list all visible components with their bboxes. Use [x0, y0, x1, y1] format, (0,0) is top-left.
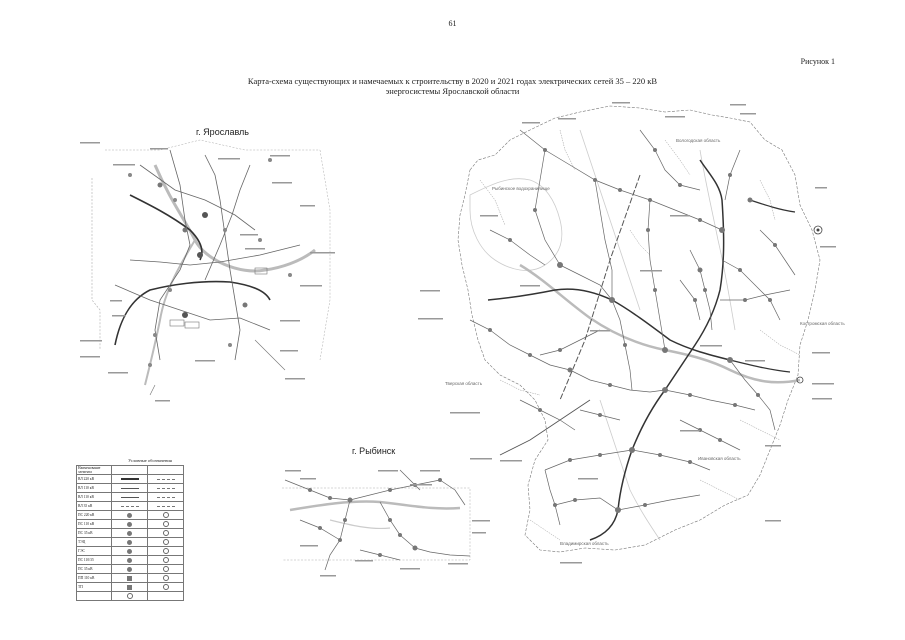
legend-row — [77, 565, 184, 574]
legend-row — [77, 556, 184, 565]
label-tver: Тверская область — [445, 381, 483, 386]
label-ivanovo: Ивановская область — [698, 456, 741, 461]
figure-label: Рисунок 1 — [800, 57, 835, 66]
legend-row — [77, 466, 184, 475]
inset-title-rybinsk: г. Рыбинск — [352, 446, 396, 456]
legend-label: ПС 35 кВ — [77, 529, 112, 538]
page-number: 61 — [448, 19, 457, 28]
legend-label: ПС 110 кВ — [77, 520, 112, 529]
rybinsk-inset — [282, 470, 490, 577]
legend — [76, 458, 184, 601]
label-kostroma: Костромская область — [800, 321, 845, 326]
legend-table — [76, 465, 184, 601]
label-rybinskoe: Рыбинское водохранилище — [492, 186, 550, 191]
legend-row — [77, 502, 184, 511]
yaroslavl-inset — [80, 140, 335, 402]
map-title-line-1: Карта-схема существующих и намечаемых к строительству в 2020 и 2021 годах электрических сетей 35 – 220 кВ — [247, 76, 658, 86]
inset-title-yaroslavl: г. Ярославль — [196, 127, 249, 137]
legend-title: Условные обозначения — [128, 458, 172, 463]
legend-row — [77, 529, 184, 538]
legend-label: ВЛ 220 кВ — [77, 475, 112, 484]
legend-row — [77, 493, 184, 502]
legend-row — [77, 583, 184, 592]
label-vologda: Вологодская область — [676, 138, 721, 143]
legend-label: ВЛ 110 кВ — [77, 484, 112, 493]
legend-label: ПС 220 кВ — [77, 511, 112, 520]
legend-row — [77, 511, 184, 520]
legend-row — [77, 484, 184, 493]
legend-row — [77, 547, 184, 556]
legend-label: ТП — [77, 583, 112, 592]
legend-row — [77, 520, 184, 529]
legend-label — [77, 592, 112, 601]
legend-label: ВЛ 110 кВ — [77, 493, 112, 502]
legend-label: ПС 35 кВ — [77, 565, 112, 574]
legend-label: ПП 110 кВ — [77, 574, 112, 583]
legend-row — [77, 574, 184, 583]
legend-row — [77, 538, 184, 547]
legend-label: Наименование элемента — [77, 466, 112, 475]
legend-label: ГЭС — [77, 547, 112, 556]
label-vladimir: Владимирская область — [560, 541, 609, 546]
legend-label: ПС 110/35 — [77, 556, 112, 565]
legend-row — [77, 592, 184, 601]
legend-label: ТЭЦ — [77, 538, 112, 547]
map-title-line-2: энергосистемы Ярославской области — [385, 86, 520, 96]
legend-row — [77, 475, 184, 484]
region-main-map — [418, 102, 845, 564]
legend-label: ВЛ 35 кВ — [77, 502, 112, 511]
